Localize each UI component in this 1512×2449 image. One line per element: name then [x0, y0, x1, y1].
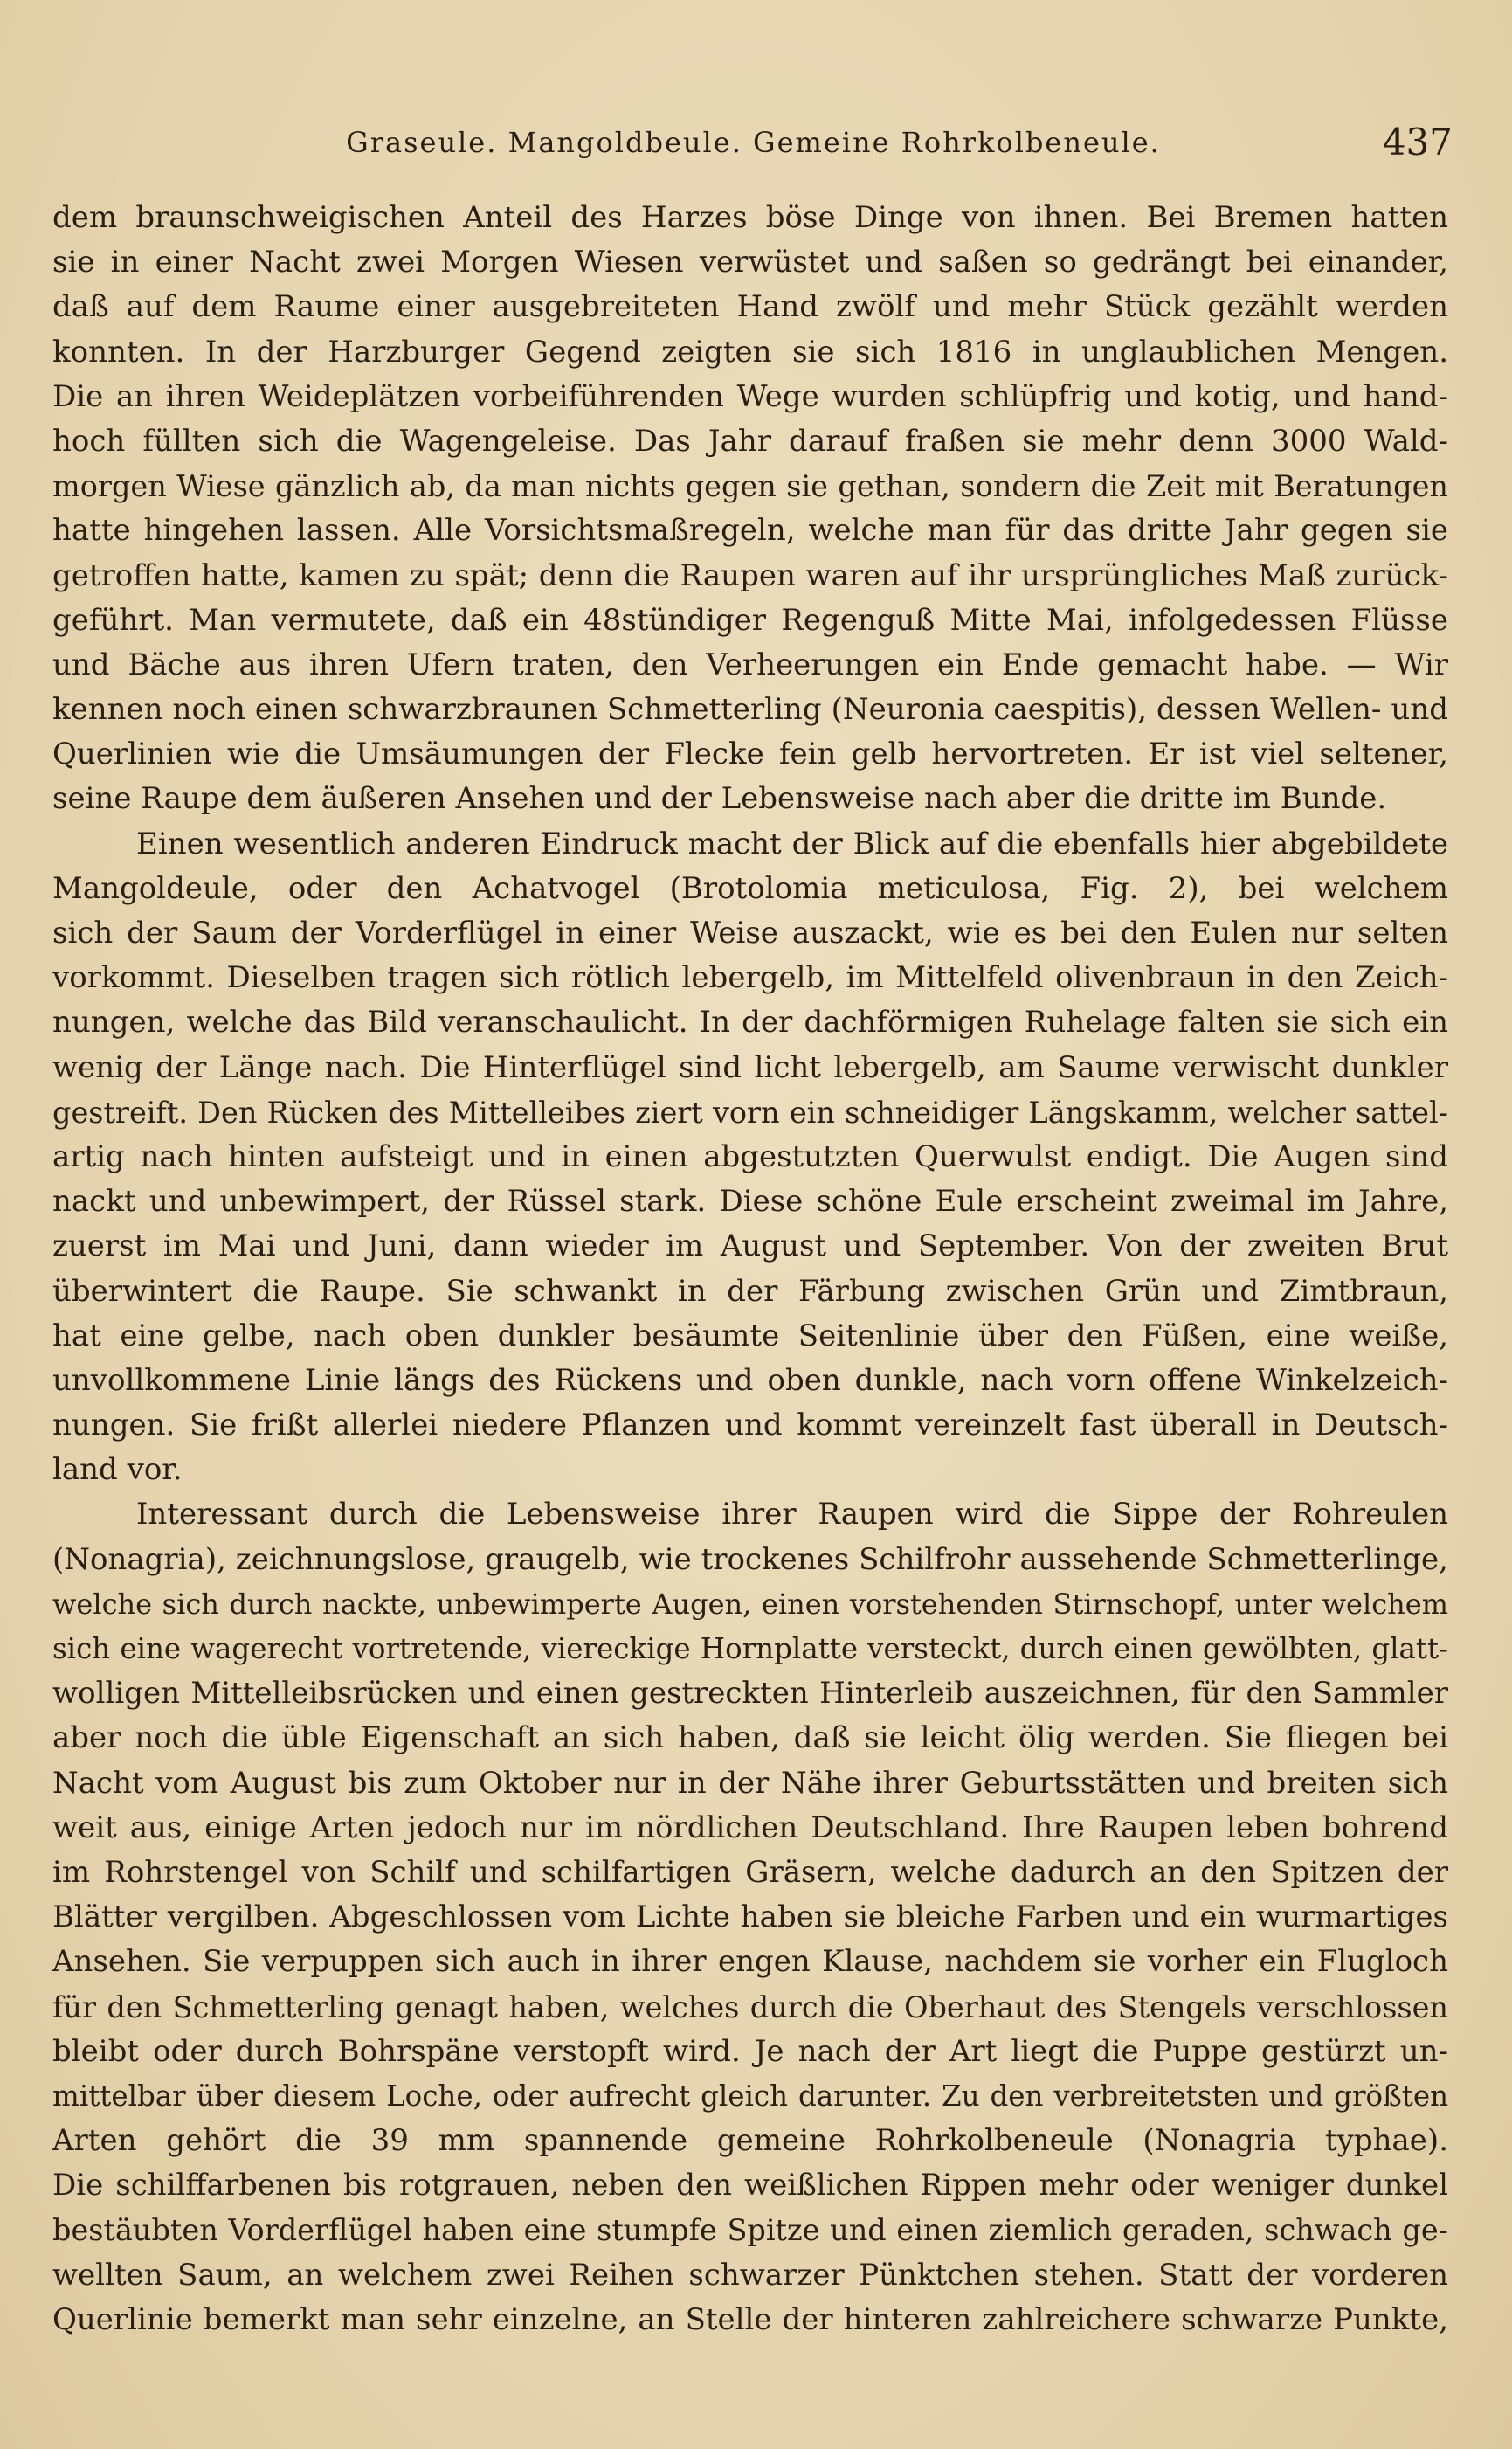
text-line: welche sich durch nackte, unbewimperte Augen, einen vorstehenden Stirnschopf, unter welchem [52, 1587, 1448, 1621]
body-text [52, 196, 1448, 2342]
text-line: und Bäche aus ihren Ufern traten, den Verheerungen ein Ende gemacht habe. — Wir [52, 647, 1448, 682]
text-line: geführt. Man vermutete, daß ein 48stündiger Regenguß Mitte Mai, infolgedessen Flüsse [52, 602, 1448, 638]
running-head-title: Graseule. Mangoldbeule. Gemeine Rohrkolbeneule. [346, 126, 1161, 159]
text-line: nungen. Sie frißt allerlei niedere Pflanzen und kommt vereinzelt fast überall in Deutsch- [52, 1408, 1448, 1443]
text-line: mittelbar über diesem Loche, oder aufrecht gleich darunter. Zu den verbreitetsten und größten [52, 2079, 1448, 2113]
text-line: bleibt oder durch Bohrspäne verstopft wird. Je nach der Art liegt die Puppe gestürzt un- [52, 2033, 1448, 2069]
text-line: vorkommt. Dieselben tragen sich rötlich lebergelb, im Mittelfeld olivenbraun in den Zeich- [52, 960, 1448, 996]
text-line: wellten Saum, an welchem zwei Reihen schwarzer Pünktchen stehen. Statt der vorderen [52, 2257, 1448, 2293]
text-line: Einen wesentlich anderen Eindruck macht der Blick auf die ebenfalls hier abgebildete [136, 826, 1448, 861]
text-line: Die an ihren Weideplätzen vorbeiführenden Wege wurden schlüpfrig und kotig, und hand- [52, 378, 1448, 414]
text-line: Querlinie bemerkt man sehr einzelne, an Stelle der hinteren zahlreichere schwarze Punkte, [52, 2301, 1448, 2337]
text-line: Arten gehört die 39 mm spannende gemeine Rohrkolbeneule (Nonagria typhae). [52, 2123, 1448, 2159]
text-line: getroffen hatte, kamen zu spät; denn die Raupen waren auf ihr ursprüngliches Maß zurück- [52, 557, 1448, 593]
text-line: wolligen Mittelleibsrücken und einen gestreckten Hinterleib auszeichnen, für den Sammler [52, 1676, 1448, 1712]
text-line: (Nonagria), zeichnungslose, graugelb, wie trockenes Schilfrohr aussehende Schmetterlinge, [52, 1541, 1448, 1577]
text-line: sich eine wagerecht vortretende, viereckige Hornplatte versteckt, durch einen gewölbten, glatt- [52, 1632, 1448, 1665]
text-line: Querlinien wie die Umsäumungen der Flecke fein gelb hervortreten. Er ist viel seltener, [52, 737, 1448, 772]
text-line: Nacht vom August bis zum Oktober nur in der Nähe ihrer Geburtsstätten und breiten sich [52, 1765, 1448, 1801]
text-line: weit aus, einige Arten jedoch nur im nördlichen Deutschland. Ihre Raupen leben bohrend [52, 1809, 1448, 1845]
text-line: kennen noch einen schwarzbraunen Schmetterling (Neuronia caespitis), dessen Wellen- und [52, 692, 1448, 728]
text-line: daß auf dem Raume einer ausgebreiteten Hand zwölf und mehr Stück gezählt werden [52, 289, 1448, 325]
text-line: aber noch die üble Eigenschaft an sich haben, daß sie leicht ölig werden. Sie fliegen bei [52, 1720, 1448, 1756]
running-head [54, 121, 1453, 166]
text-line: unvollkommene Linie längs des Rückens und oben dunkle, nach vorn offene Winkelzeich- [52, 1362, 1448, 1398]
text-line: land vor. [52, 1452, 183, 1488]
text-line: Ansehen. Sie verpuppen sich auch in ihrer engen Klause, nachdem sie vorher ein Flugloch [52, 1944, 1448, 1980]
text-line: nackt und unbewimpert, der Rüssel stark. Diese schöne Eule erscheint zweimal im Jahre, [52, 1184, 1448, 1220]
text-line: nungen, welche das Bild veranschaulicht. In der dachförmigen Ruhelage falten sie sich ein [52, 1005, 1448, 1041]
text-line: Blätter vergilben. Abgeschlossen vom Lichte haben sie bleiche Farben und ein wurmartiges [52, 1899, 1448, 1935]
text-line: seine Raupe dem äußeren Ansehen und der Lebensweise nach aber die dritte im Bunde. [52, 781, 1387, 817]
text-line: sie in einer Nacht zwei Morgen Wiesen verwüstet und saßen so gedrängt bei einander, [52, 245, 1448, 280]
text-line: hoch füllten sich die Wagengeleise. Das Jahr darauf fraßen sie mehr denn 3000 Wald- [52, 423, 1448, 459]
text-line: konnten. In der Harzburger Gegend zeigten sie sich 1816 in unglaublichen Mengen. [52, 334, 1448, 370]
text-line: Die schilffarbenen bis rotgrauen, neben den weißlichen Rippen mehr oder weniger dunkel [52, 2168, 1448, 2203]
text-line: gestreift. Den Rücken des Mittelleibes ziert vorn ein schneidiger Längskamm, welcher sattel- [52, 1095, 1448, 1130]
text-line: wenig der Länge nach. Die Hinterflügel sind licht lebergelb, am Saume verwischt dunkler [52, 1049, 1448, 1085]
text-line: überwintert die Raupe. Sie schwankt in der Färbung zwischen Grün und Zimtbraun, [52, 1273, 1448, 1309]
text-line: Mangoldeule, oder den Achatvogel (Brotolomia meticulosa, Fig. 2), bei welchem [52, 870, 1448, 906]
text-line: sich der Saum der Vorderflügel in einer Weise auszackt, wie es bei den Eulen nur selten [52, 916, 1448, 951]
text-line: hat eine gelbe, nach oben dunkler besäumte Seitenlinie über den Füßen, eine weiße, [52, 1318, 1448, 1353]
text-line: hatte hingehen lassen. Alle Vorsichtsmaßregeln, welche man für das dritte Jahr gegen sie [52, 513, 1448, 549]
text-line: artig nach hinten aufsteigt und in einen abgestutzten Querwulst endigt. Die Augen sind [52, 1138, 1448, 1174]
text-line: im Rohrstengel von Schilf und schilfartigen Gräsern, welche dadurch an den Spitzen der [52, 1854, 1448, 1890]
text-line: bestäubten Vorderflügel haben eine stumpfe Spitze und einen ziemlich geraden, schwach ge- [52, 2213, 1448, 2248]
page-number: 437 [1382, 121, 1453, 163]
text-line: Interessant durch die Lebensweise ihrer Raupen wird die Sippe der Rohreulen [136, 1497, 1448, 1532]
text-line: dem braunschweigischen Anteil des Harzes böse Dinge von ihnen. Bei Bremen hatten [52, 200, 1448, 235]
text-line: zuerst im Mai und Juni, dann wieder im August und September. Von der zweiten Brut [52, 1228, 1448, 1264]
text-line: morgen Wiese gänzlich ab, da man nichts gegen sie gethan, sondern die Zeit mit Beratungen [52, 469, 1448, 504]
text-line: für den Schmetterling genagt haben, welches durch die Oberhaut des Stengels verschlossen [52, 1989, 1448, 2024]
